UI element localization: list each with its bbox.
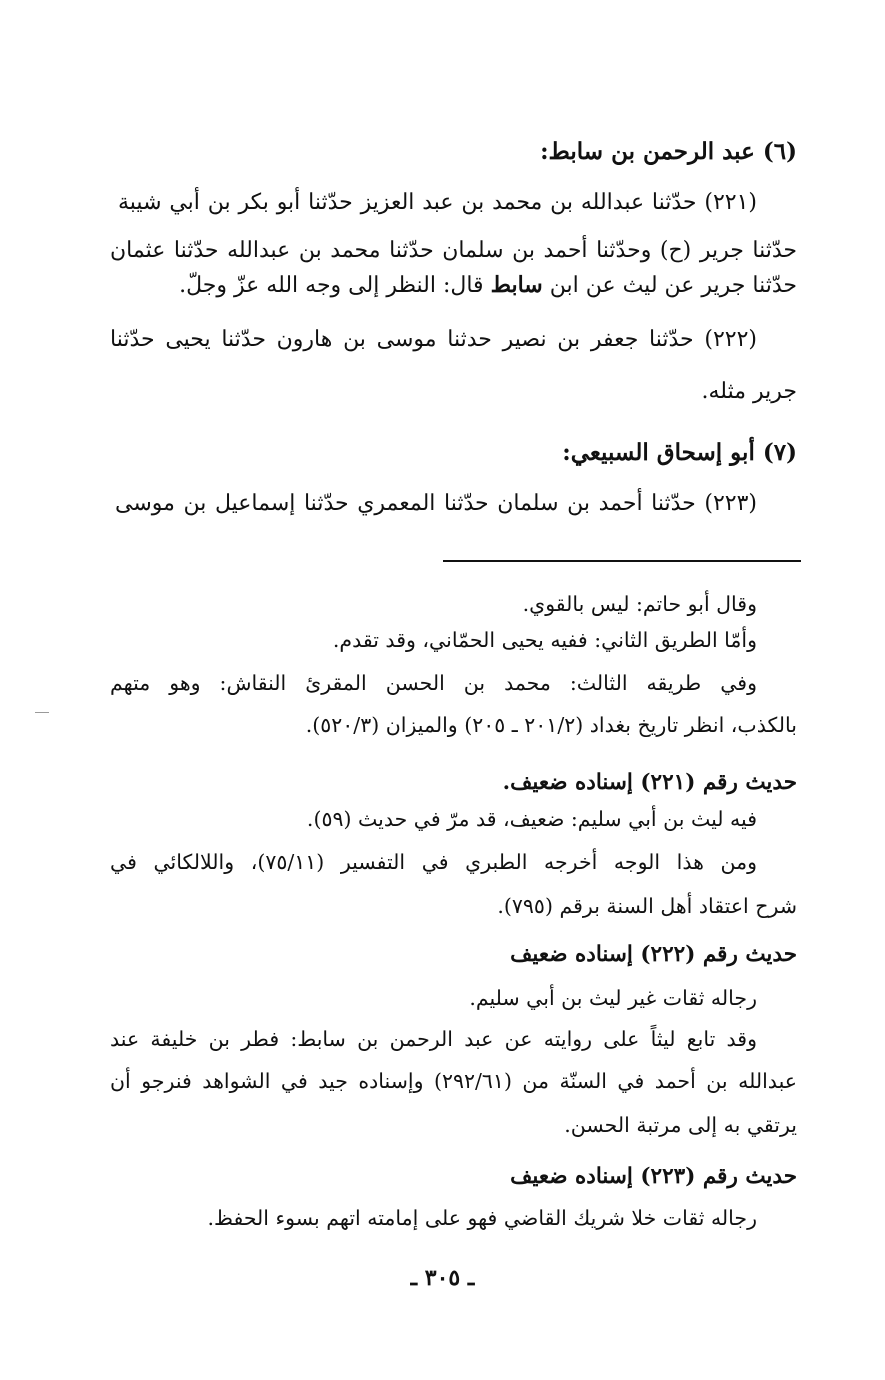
footnote-line: وقال أبو حاتم: ليس بالقوي. (522, 592, 757, 616)
hadith-221-line-3-pre: حدّثنا جرير عن ليث عن ابن (549, 273, 797, 298)
hadith-221-line-3-bold: سابط (490, 272, 543, 298)
hadith-222-line-1: (٢٢٢) حدّثنا جعفر بن نصير حدثنا موسى بن هارون حدّثنا يحيى حدّثنا (110, 327, 757, 352)
hadith-221-line-3-post: قال: النظر إلى وجه الله عزّ وجلّ. (179, 273, 484, 298)
section-6-heading: (٦) عبد الرحمن بن سابط: (540, 138, 797, 165)
hadith-221-line-3 (110, 270, 797, 301)
hadith-223-line-1: (٢٢٣) حدّثنا أحمد بن سلمان حدّثنا المعمري حدّثنا إسماعيل بن موسى (115, 491, 757, 516)
page-number: ـ ٣٠٥ ـ (410, 1265, 475, 1291)
footnote-separator (443, 560, 801, 562)
footnote-line: عبدالله بن أحمد في السنّة من (٢٩٢/٦١) وإسناده جيد في الشواهد فنرجو أن (110, 1069, 797, 1093)
hadith-221-grading-heading: حديث رقم (٢٢١) إسناده ضعيف. (502, 770, 797, 795)
footnote-line: وأمّا الطريق الثاني: ففيه يحيى الحمّاني، وقد تقدم. (332, 628, 757, 652)
hadith-222-line-2: جرير مثله. (701, 379, 797, 404)
hadith-221-line-2: حدّثنا جرير (ح) وحدّثنا أحمد بن سلمان حدّثنا محمد بن عبدالله حدّثنا عثمان (110, 238, 797, 263)
footnote-line: ومن هذا الوجه أخرجه الطبري في التفسير (٧٥/١١)، واللالكائي في (110, 850, 758, 874)
hadith-223-grading-heading: حديث رقم (٢٢٣) إسناده ضعيف (510, 1164, 797, 1189)
footnote-line: يرتقي به إلى مرتبة الحسن. (564, 1113, 797, 1137)
hadith-221-line-1: (٢٢١) حدّثنا عبدالله بن محمد بن عبد العزيز حدّثنا أبو بكر بن أبي شيبة (118, 190, 757, 215)
footnote-line: رجاله ثقات غير ليث بن أبي سليم. (469, 986, 757, 1010)
footnote-line: فيه ليث بن أبي سليم: ضعيف، قد مرّ في حديث (٥٩). (306, 807, 757, 831)
footnote-line: وقد تابع ليثاً على روايته عن عبد الرحمن بن سابط: فطر بن خليفة عند (110, 1027, 757, 1051)
hadith-222-grading-heading: حديث رقم (٢٢٢) إسناده ضعيف (510, 942, 797, 967)
footnote-line: شرح اعتقاد أهل السنة برقم (٧٩٥). (497, 894, 797, 918)
footnote-line: وفي طريقه الثالث: محمد بن الحسن المقرئ النقاش: وهو متهم (110, 671, 757, 695)
footnote-line: رجاله ثقات خلا شريك القاضي فهو على إمامته اتهم بسوء الحفظ. (207, 1206, 757, 1230)
margin-mark (35, 712, 49, 713)
section-7-heading: (٧) أبو إسحاق السبيعي: (562, 439, 797, 466)
footnote-line: بالكذب، انظر تاريخ بغداد (٢٠١/٢ ـ ٢٠٥) والميزان (٥٢٠/٣). (305, 713, 797, 737)
